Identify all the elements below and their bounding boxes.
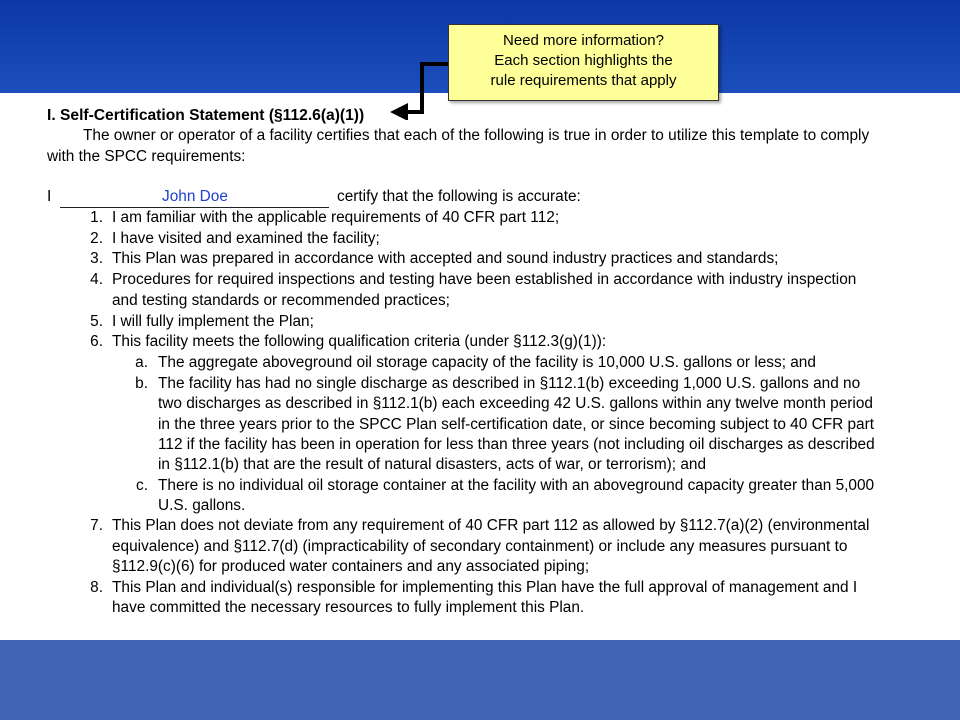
list-number: 1. — [90, 209, 103, 226]
intro-line: The owner or operator of a facility certifies that each of the following is true in order to utilize this template to comply — [83, 127, 870, 144]
sublist-item-continued: U.S. gallons. — [158, 497, 246, 514]
certify-suffix: certify that the following is accurate: — [337, 188, 581, 205]
callout-line: rule requirements that apply — [490, 72, 677, 89]
list-number: 5. — [90, 313, 103, 330]
sublist-item-continued: in §112.1(b) that are the result of natural disasters, acts of war, or terrorism); and — [158, 456, 707, 473]
list-item: I am familiar with the applicable requirements of 40 CFR part 112; — [112, 209, 560, 226]
section-title: I. Self-Certification Statement (§112.6(a)(1)) — [47, 107, 365, 124]
callout-pointer-arrow-icon — [388, 60, 452, 120]
sublist-item: There is no individual oil storage container at the facility with an aboveground capacity greater than 5,000 — [158, 477, 875, 494]
list-item-continued: equivalence) and §112.7(d) (impracticability of secondary containment) or include any measures pursuant to — [112, 538, 848, 555]
list-number: 6. — [90, 333, 103, 350]
sublist-letter: b. — [135, 375, 148, 392]
list-number: 3. — [90, 250, 103, 267]
sublist-item: The aggregate aboveground oil storage capacity of the facility is 10,000 U.S. gallons or less; and — [158, 354, 816, 371]
list-number: 7. — [90, 517, 103, 534]
certifier-name-field[interactable]: John Doe — [162, 188, 228, 205]
sublist-item: The facility has had no single discharge as described in §112.1(b) exceeding 1,000 U.S. gallons and no — [158, 375, 861, 392]
certify-prefix: I — [47, 188, 52, 205]
list-item: This facility meets the following qualification criteria (under §112.3(g)(1)): — [112, 333, 607, 350]
list-item-continued: and testing standards or recommended practices; — [112, 292, 450, 309]
sublist-item-continued: two discharges as described in §112.1(b) each exceeding 42 U.S. gallons within any twelve month period — [158, 395, 873, 412]
info-callout — [448, 24, 719, 101]
list-number: 4. — [90, 271, 103, 288]
list-item: Procedures for required inspections and testing have been established in accordance with industry inspection — [112, 271, 857, 288]
sublist-item-continued: in the three years prior to the SPCC Plan self-certification date, or since becoming subject to 40 CFR part — [158, 416, 875, 433]
list-item: This Plan was prepared in accordance with accepted and sound industry practices and standards; — [112, 250, 779, 267]
list-item: I have visited and examined the facility; — [112, 230, 380, 247]
sublist-letter: a. — [135, 354, 148, 371]
list-item: This Plan does not deviate from any requirement of 40 CFR part 112 as allowed by §112.7(a)(2) (environmental — [112, 517, 870, 534]
sublist-item-continued: 112 if the facility has been in operation for less than three years (not including oil discharges as described — [158, 436, 875, 453]
list-item-continued: §112.9(c)(6) for produced water containers and any associated piping; — [112, 558, 590, 575]
callout-line: Each section highlights the — [494, 52, 673, 69]
list-item: This Plan and individual(s) responsible for implementing this Plan have the full approval of management and I — [112, 579, 858, 596]
list-item: I will fully implement the Plan; — [112, 313, 314, 330]
callout-line: Need more information? — [503, 32, 664, 49]
list-number: 2. — [90, 230, 103, 247]
footer-band — [0, 640, 960, 720]
list-number: 8. — [90, 579, 103, 596]
list-item-continued: have committed the necessary resources to fully implement this Plan. — [112, 599, 585, 616]
intro-line: with the SPCC requirements: — [47, 148, 246, 165]
sublist-letter: c. — [136, 477, 148, 494]
